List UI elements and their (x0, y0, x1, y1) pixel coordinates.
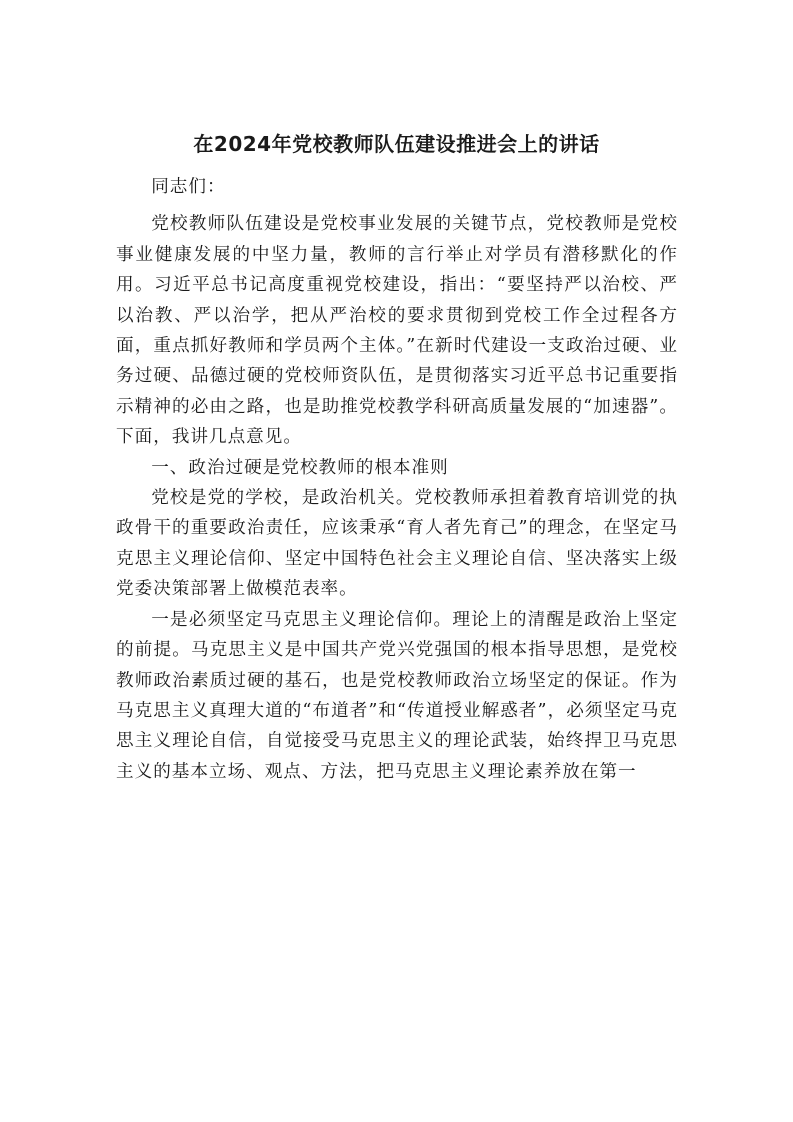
document-title: 在2024年党校教师队伍建设推进会上的讲话 (193, 132, 600, 156)
section-heading-1: 一、政治过硬是党校教师的根本准则 (151, 457, 449, 478)
paragraph-point-1: 一是必须坚定马克思主义理论信仰。理论上的清醒是政治上坚定的前提。马克思主义是中国共产党兴党强国的根本指导思想，是党校教师政治素质过硬的基石，也是党校教师政治立场坚定的保证。作为马克思主义真理大道的“布道者”和“传道授业解惑者”，必须坚定马克思主义理论自信，自觉接受马克思主义的理论武装，始终捍卫马克思主义的基本立场、观点、方法，把马克思主义理论素养放在第一 (116, 609, 678, 782)
paragraph-section-1: 党校是党的学校，是政治机关。党校教师承担着教育培训党的执政骨干的重要政治责任，应该秉承“育人者先育己”的理念，在坚定马克思主义理论信仰、坚定中国特色社会主义理论自信、坚决落实上级党委决策部署上做模范表率。 (116, 488, 678, 600)
salutation: 同志们： (151, 177, 226, 197)
document-body (116, 172, 678, 787)
paragraph-intro: 党校教师队伍建设是党校事业发展的关键节点，党校教师是党校事业健康发展的中坚力量，教师的言行举止对学员有潜移默化的作用。习近平总书记高度重视党校建设，指出：“要坚持严以治校、严以治教、严以治学，把从严治校的要求贯彻到党校工作全过程各方面，重点抓好教师和学员两个主体。”在新时代建设一支政治过硬、业务过硬、品德过硬的党校师资队伍，是贯彻落实习近平总书记重要指示精神的必由之路，也是助推党校教学科研高质量发展的“加速器”。下面，我讲几点意见。 (116, 214, 678, 448)
